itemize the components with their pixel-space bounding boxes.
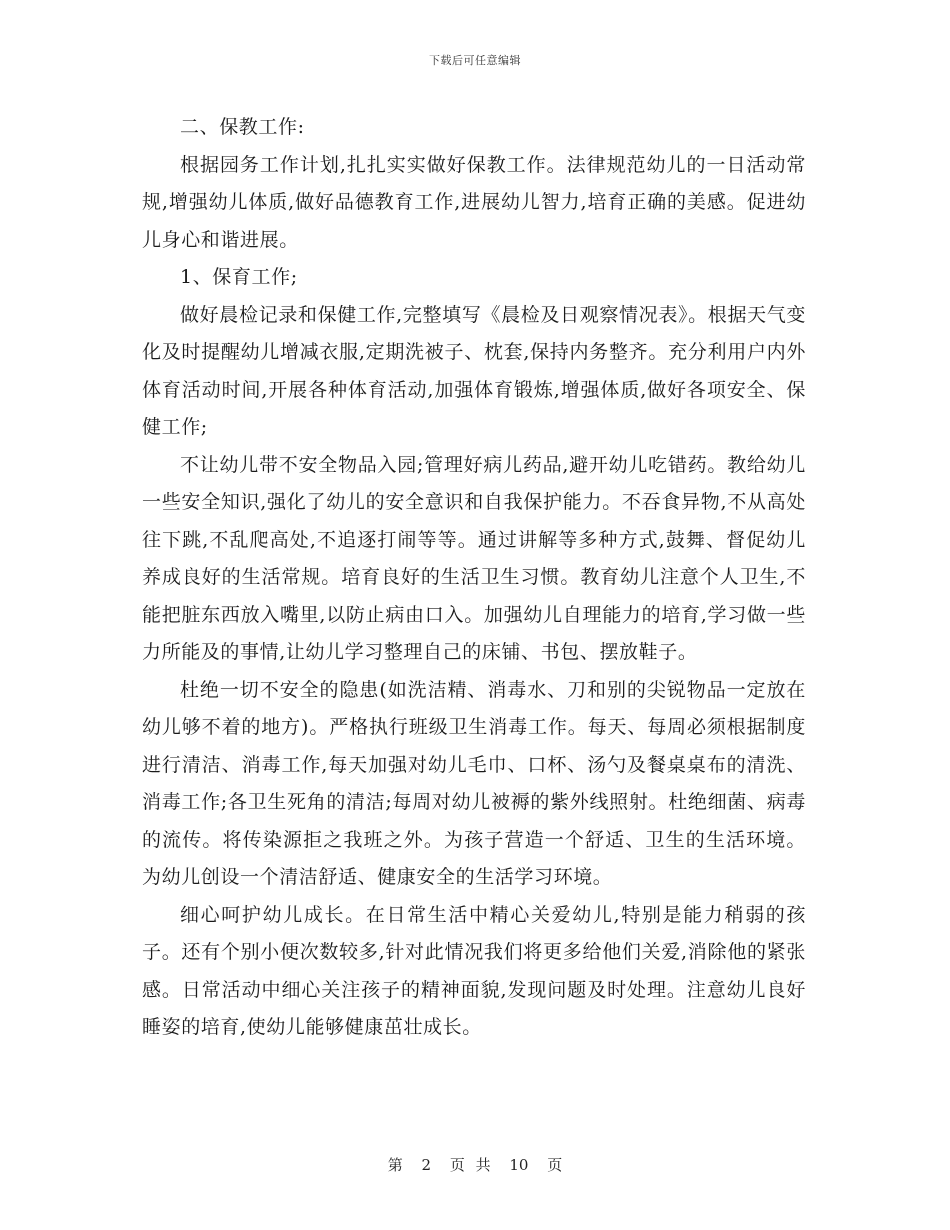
page-label-suffix: 页 — [547, 1156, 563, 1174]
paragraph: 根据园务工作计划,扎扎实实做好保教工作。法律规范幼儿的一日活动常规,增强幼儿体质,做好品德教育工作,进展幼儿智力,培育正确的美感。促进幼儿身心和谐进展。 — [142, 153, 806, 251]
page-label-prefix: 第 — [387, 1156, 403, 1174]
page-footer — [0, 1154, 950, 1175]
current-page-number: 2 — [421, 1156, 432, 1174]
section-heading: 二、保教工作: — [180, 116, 305, 138]
total-pages-number: 10 — [509, 1156, 529, 1174]
page-label-mid: 页 共 — [449, 1156, 491, 1174]
page-header: 下载后可任意编辑 — [429, 54, 521, 67]
paragraph: 不让幼儿带不安全物品入园;管理好病儿药品,避开幼儿吃错药。教给幼儿一些安全知识,强化了幼儿的安全意识和自我保护能力。不吞食异物,不从高处往下跳,不乱爬高处,不追逐打闹等等。通过讲解等多种方式,鼓舞、督促幼儿养成良好的生活常规。培育良好的生活卫生习惯。教育幼儿注意个人卫生,不能把脏东西放入嘴里,以防止病由口入。加强幼儿自理能力的培育,学习做一些力所能及的事情,让幼儿学习整理自己的床铺、书包、摆放鞋子。 — [142, 453, 806, 663]
subsection-heading: 1、保育工作; — [180, 266, 298, 288]
paragraph: 杜绝一切不安全的隐患(如洗洁精、消毒水、刀和别的尖锐物品一定放在幼儿够不着的地方)。严格执行班级卫生消毒工作。每天、每周必须根据制度进行清洁、消毒工作,每天加强对幼儿毛巾、口杯、汤勺及餐桌桌布的清洗、消毒工作;各卫生死角的清洁;每周对幼儿被褥的紫外线照射。杜绝细菌、病毒的流传。将传染源拒之我班之外。为孩子营造一个舒适、卫生的生活环境。为幼儿创设一个清洁舒适、健康安全的生活学习环境。 — [142, 678, 806, 888]
document-body — [142, 109, 806, 1047]
paragraph: 细心呵护幼儿成长。在日常生活中精心关爱幼儿,特别是能力稍弱的孩子。还有个别小便次数较多,针对此情况我们将更多给他们关爱,消除他的紧张感。日常活动中细心关注孩子的精神面貌,发现问题及时处理。注意幼儿良好睡姿的培育,使幼儿能够健康茁壮成长。 — [142, 903, 806, 1038]
paragraph: 做好晨检记录和保健工作,完整填写《晨检及日观察情况表》。根据天气变化及时提醒幼儿增减衣服,定期洗被子、枕套,保持内务整齐。充分利用户内外体育活动时间,开展各种体育活动,加强体育锻炼,增强体质,做好各项安全、保健工作; — [142, 303, 806, 438]
